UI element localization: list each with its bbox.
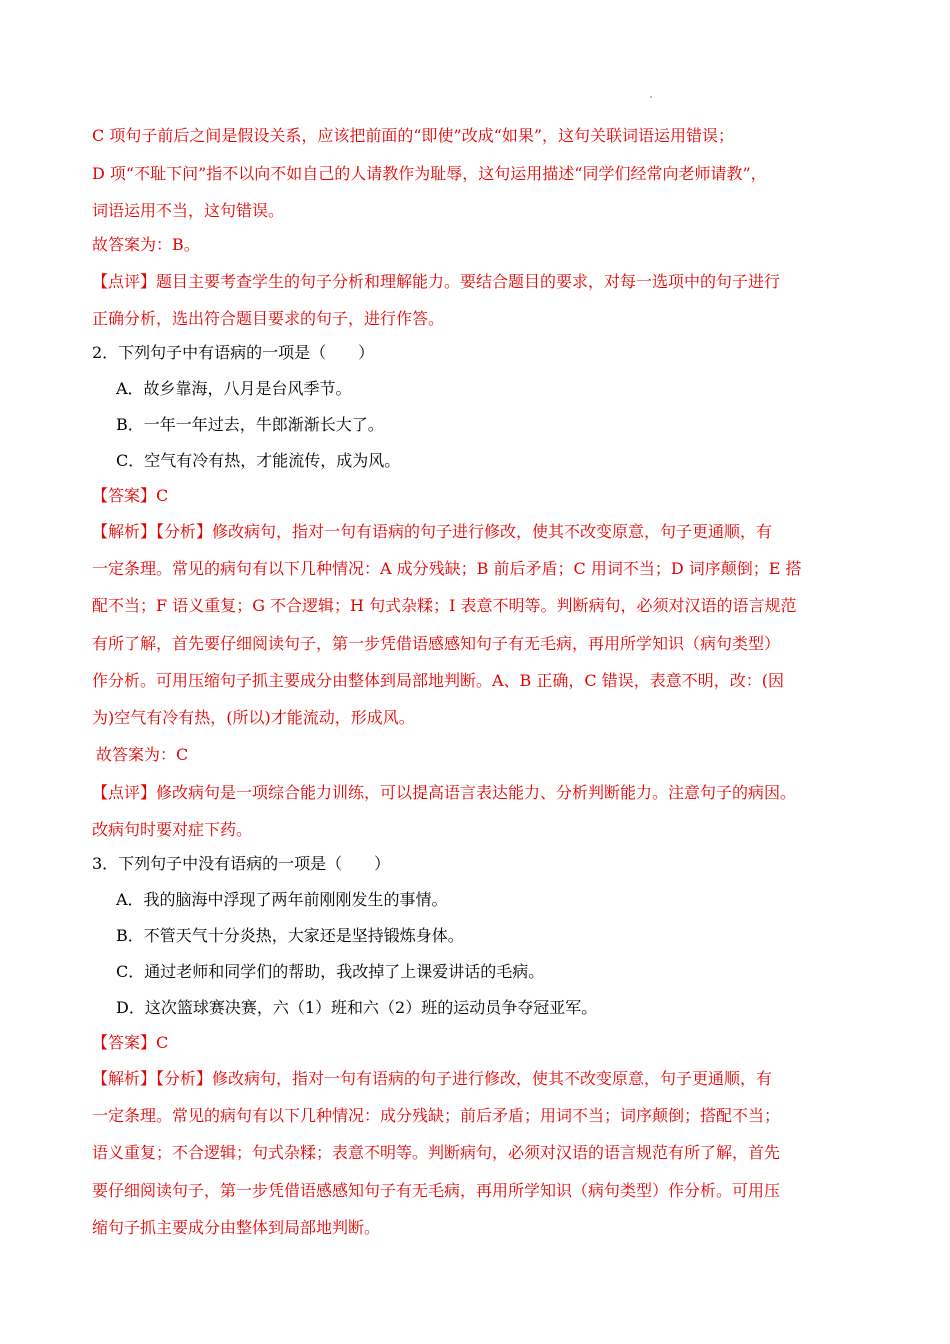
q2-option-a: A．故乡靠海，八月是台风季节。 xyxy=(116,379,352,398)
q1-option-c-explanation: C 项句子前后之间是假设关系，应该把前面的“即使”改成“如果”，这句关联词语运用错误； xyxy=(92,126,735,145)
q2-analysis-line5: 作分析。可用压缩句子抓主要成分由整体到局部地判断。A、B 正确，C 错误，表意不明，改：(因 xyxy=(92,671,784,690)
q2-comment-line1: 【点评】修改病句是一项综合能力训练，可以提高语言表达能力、分析判断能力。注意句子的病因。 xyxy=(92,783,797,802)
q3-analysis-line3: 语义重复；不合逻辑；句式杂糅；表意不明等。判断病句，必须对汉语的语言规范有所了解，首先 xyxy=(92,1143,781,1162)
q3-option-c: C．通过老师和同学们的帮助，我改掉了上课爱讲话的毛病。 xyxy=(116,962,545,981)
q3-option-d: D．这次篮球赛决赛，六（1）班和六（2）班的运动员争夺冠亚军。 xyxy=(116,998,598,1017)
q2-analysis-line3: 配不当；F 语义重复；G 不合逻辑；H 句式杂糅；I 表意不明等。判断病句，必须对汉语的语言规范 xyxy=(92,596,797,615)
q3-analysis-line4: 要仔细阅读句子，第一步凭借语感感知句子有无毛病，再用所学知识（病句类型）作分析。可用压 xyxy=(92,1181,781,1200)
q2-analysis-line4: 有所了解，首先要仔细阅读句子，第一步凭借语感感知句子有无毛病，再用所学知识（病句类型） xyxy=(92,634,781,653)
page-mark xyxy=(650,96,652,98)
q2-analysis-line1: 【解析】【分析】修改病句，指对一句有语病的句子进行修改，使其不改变原意，句子更通顺，有 xyxy=(92,522,773,541)
q1-comment-line2: 正确分析，选出符合题目要求的句子，进行作答。 xyxy=(92,309,445,328)
q3-analysis-line2: 一定条理。常见的病句有以下几种情况：成分残缺；前后矛盾；用词不当；词序颠倒；搭配不当； xyxy=(92,1106,781,1125)
q2-answer: 【答案】C xyxy=(92,486,169,505)
q3-option-a: A．我的脑海中浮现了两年前刚刚发生的事情。 xyxy=(116,890,448,909)
q3-analysis-line5: 缩句子抓主要成分由整体到局部地判断。 xyxy=(92,1218,381,1237)
q3-option-b: B．不管天气十分炎热，大家还是坚持锻炼身体。 xyxy=(116,926,464,945)
q3-stem: 3．下列句子中没有语病的一项是（ ） xyxy=(92,854,391,873)
q2-stem: 2．下列句子中有语病的一项是（ ） xyxy=(92,343,375,362)
q2-analysis-line2: 一定条理。常见的病句有以下几种情况：A 成分残缺；B 前后矛盾；C 用词不当；D 词序颠倒；E 搭 xyxy=(92,559,802,578)
q2-comment-line2: 改病句时要对症下药。 xyxy=(92,820,253,839)
q1-option-d-explanation-line2: 词语运用不当，这句错误。 xyxy=(92,201,285,220)
q2-analysis-line6: 为)空气有冷有热，(所以)才能流动，形成风。 xyxy=(92,708,415,727)
q1-answer-conclusion: 故答案为：B。 xyxy=(92,235,200,254)
q2-option-c: C．空气有冷有热，才能流传，成为风。 xyxy=(116,451,401,470)
q1-option-d-explanation-line1: D 项“不耻下问”指不以向不如自己的人请教作为耻辱，这句运用描述“同学们经常向老师请教”， xyxy=(92,164,767,183)
q3-answer: 【答案】C xyxy=(92,1033,169,1052)
q3-analysis-line1: 【解析】【分析】修改病句，指对一句有语病的句子进行修改，使其不改变原意，句子更通顺，有 xyxy=(92,1069,773,1088)
q1-comment-line1: 【点评】题目主要考查学生的句子分析和理解能力。要结合题目的要求，对每一选项中的句子进行 xyxy=(92,272,781,291)
q2-answer-conclusion: 故答案为：C xyxy=(96,745,189,764)
q2-option-b: B．一年一年过去，牛郎渐渐长大了。 xyxy=(116,415,384,434)
